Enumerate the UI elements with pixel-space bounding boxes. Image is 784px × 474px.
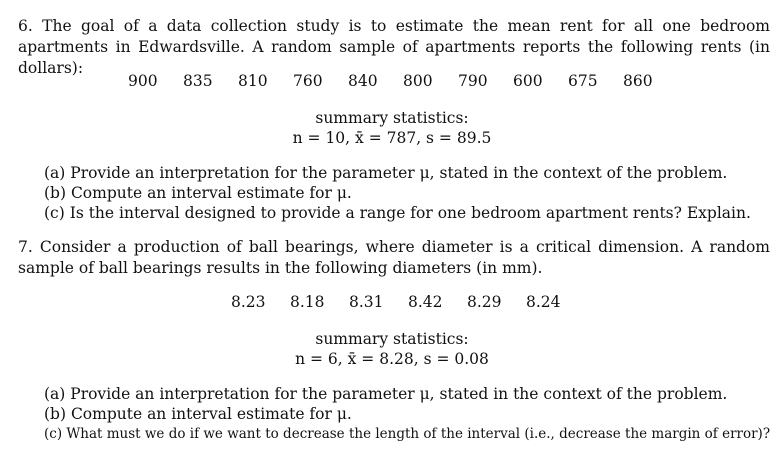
data-value: 600 — [513, 72, 543, 90]
data-value: 8.31 — [349, 293, 384, 311]
data-value: 8.24 — [526, 293, 561, 311]
part-a: (a) Provide an interpretation for the parameter μ, stated in the context of the problem. — [44, 164, 728, 182]
problem-6-prompt: 6. The goal of a data collection study is to estimate the mean rent for all one bedroom apartments in Edwardsville. A random sample of apartments reports the following rents (in dollars): — [18, 17, 770, 77]
problem-7-prompt: 7. Consider a production of ball bearings, where diameter is a critical dimension. A random sample of ball bearings results in the following diameters (in mm). — [18, 238, 770, 277]
problem-6-summary — [0, 108, 784, 148]
data-value: 860 — [623, 72, 653, 90]
problem-7-summary — [0, 329, 784, 369]
data-value: 8.29 — [467, 293, 502, 311]
summary-statistics: n = 10, x̄ = 787, s = 89.5 — [292, 129, 492, 147]
part-b: (b) Compute an interval estimate for μ. — [44, 184, 352, 202]
summary-heading: summary statistics: — [315, 109, 469, 127]
data-value: 675 — [568, 72, 598, 90]
problem-7-parts — [44, 384, 774, 444]
data-value: 800 — [403, 72, 433, 90]
data-value: 8.42 — [408, 293, 443, 311]
data-value: 8.18 — [290, 293, 325, 311]
data-value: 835 — [183, 72, 213, 90]
summary-heading: summary statistics: — [315, 330, 469, 348]
data-value: 8.23 — [231, 293, 266, 311]
part-a: (a) Provide an interpretation for the parameter μ, stated in the context of the problem. — [44, 385, 728, 403]
part-b: (b) Compute an interval estimate for μ. — [44, 405, 352, 423]
summary-statistics: n = 6, x̄ = 8.28, s = 0.08 — [295, 350, 489, 368]
part-c: (c) What must we do if we want to decrease the length of the interval (i.e., decrease the margin of error)? — [44, 426, 771, 442]
data-value: 840 — [348, 72, 378, 90]
problem-6-parts — [44, 163, 774, 223]
problem-6-data-row — [128, 72, 678, 90]
data-value: 760 — [293, 72, 323, 90]
data-value: 900 — [128, 72, 158, 90]
data-value: 810 — [238, 72, 268, 90]
problem-7-data-row — [231, 293, 585, 311]
part-c: (c) Is the interval designed to provide a range for one bedroom apartment rents? Explain. — [44, 204, 751, 222]
data-value: 790 — [458, 72, 488, 90]
